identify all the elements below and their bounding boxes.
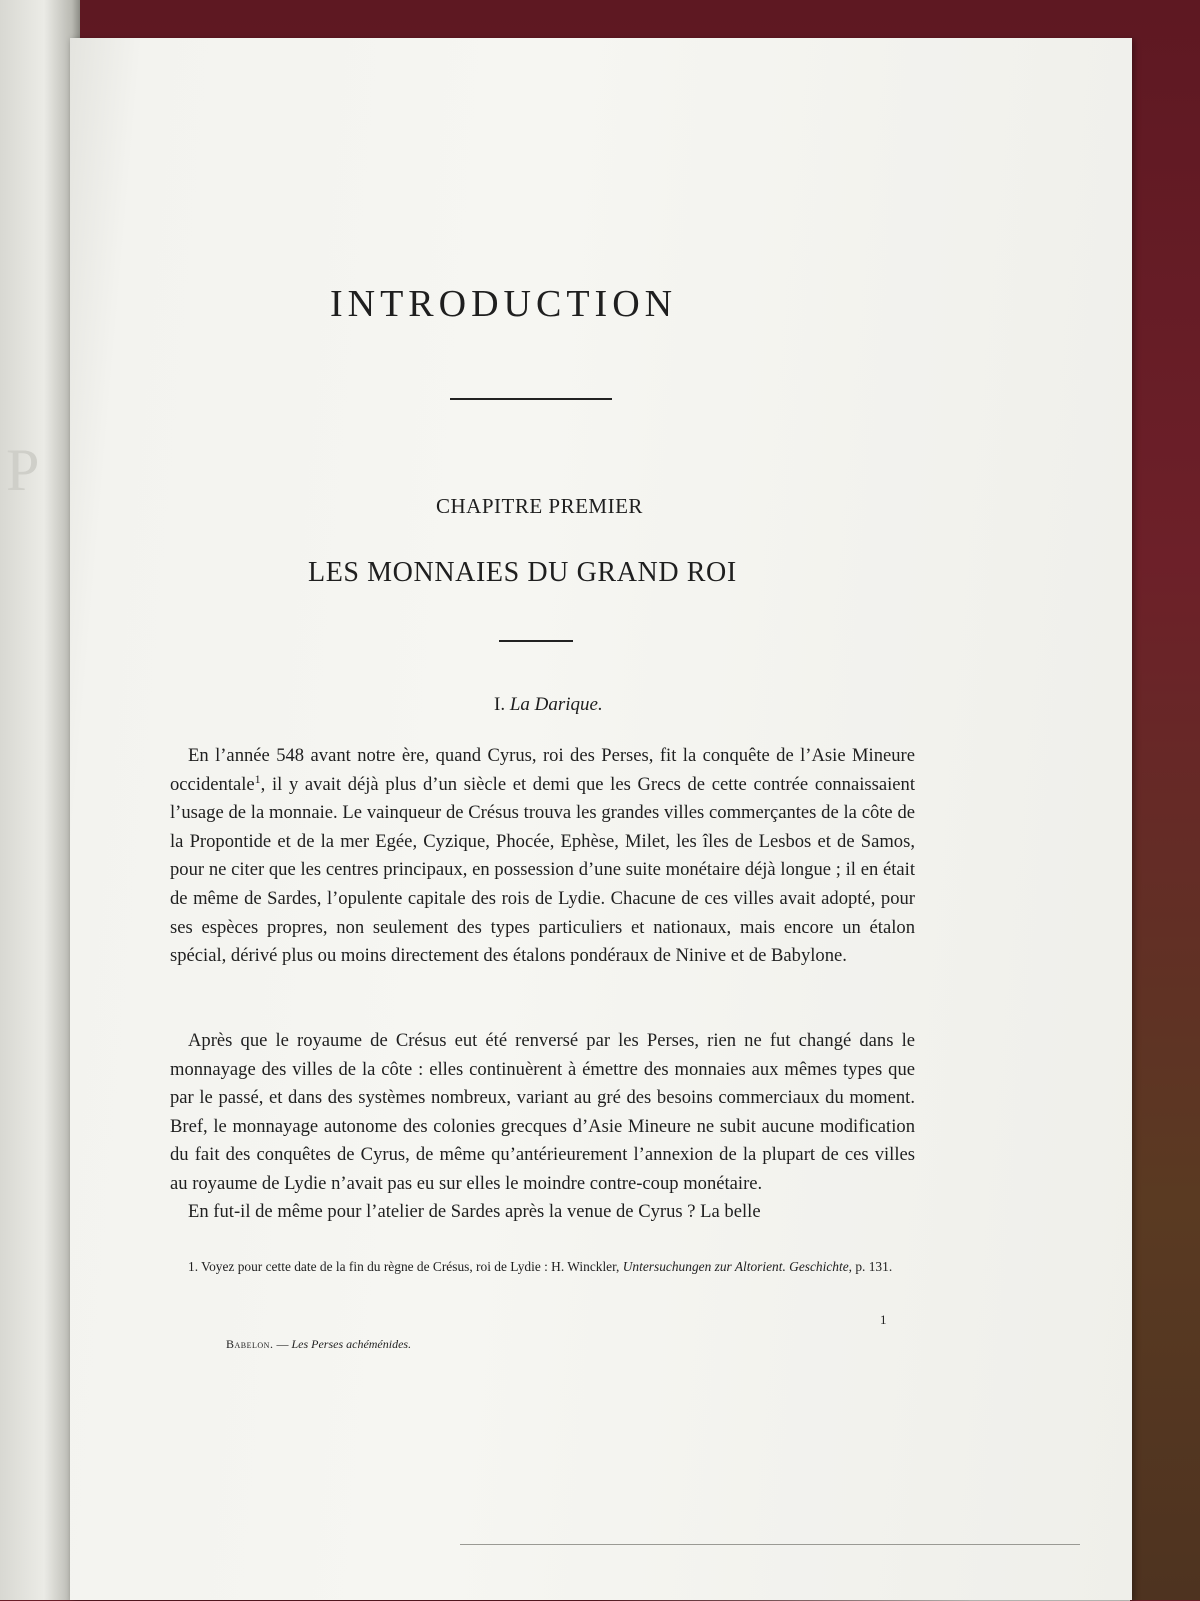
footnote-marker: 1 xyxy=(254,771,261,786)
paragraph-1: En l’année 548 avant notre ère, quand Cyrus, roi des Perses, fit la conquête de l’Asie Mineure occidentale$^1$, il y avait déjà plus d’un siècle et demi que les Grecs de cette contrée connaissaient l’usage de la monnaie. Le vainqueur de Crésus trouva les grandes villes commerçantes de la côte de la Propontide et de la mer Egée, Cyzique, Phocée, Ephèse, Milet, les îles de Lesbos et de Samos, pour ne citer que les centres principaux, en possession d’une suite monétaire déjà longue ; il en était de même de Sardes, l’opulente capitale des rois de Lydie. Chacune de ces villes avait adopté, pour ses espèces propres, non seulement des types particuliers et nationaux, mais encore un étalon spécial, dérivé plus ou moins directement des étalons pondéraux de Ninive et de Babylone. xyxy=(170,745,915,967)
chapter-title: LES MONNAIES DU GRAND ROI xyxy=(308,557,737,588)
page-number: 1 xyxy=(880,1312,887,1327)
section-number: I. xyxy=(494,694,506,715)
footnote: 1. Voyez pour cette date de la fin du règne de Crésus, roi de Lydie : H. Winckler, Untersuchungen zur Altorient. Geschichte, p. 131. xyxy=(188,1259,893,1274)
section-heading xyxy=(494,694,603,716)
signature-line: Babelon. — Les Perses achéménides. xyxy=(226,1337,412,1351)
bleed-through-letter: P xyxy=(6,437,40,503)
paragraph-3: En fut-il de même pour l’atelier de Sardes après la venue de Cyrus ? La belle xyxy=(188,1201,761,1222)
footnote-work: Untersuchungen zur Altorient. Geschichte xyxy=(622,1259,849,1274)
chapter-rule xyxy=(499,640,573,642)
heading-rule xyxy=(450,398,612,400)
page-heading: INTRODUCTION xyxy=(330,283,678,325)
paragraph-2: Après que le royaume de Crésus eut été renversé par les Perses, rien ne fut changé dans le monnayage des villes de la côte : elles continuèrent à émettre des monnaies aux mêmes types que par le passé, et dans des systèmes nombreux, variant au gré des besoins commerciaux du moment. Bref, le monnayage autonome des colonies grecques d’Asie Mineure ne subit aucune modification du fait des conquêtes de Cyrus, de même qu’antérieurement l’annexion de la plupart de ces villes au royaume de Lydie n’avait pas eu sur elles le moindre contre-coup monétaire. xyxy=(170,1030,915,1194)
chapter-label: CHAPITRE PREMIER xyxy=(436,494,643,518)
section-title: La Darique. xyxy=(509,694,603,715)
